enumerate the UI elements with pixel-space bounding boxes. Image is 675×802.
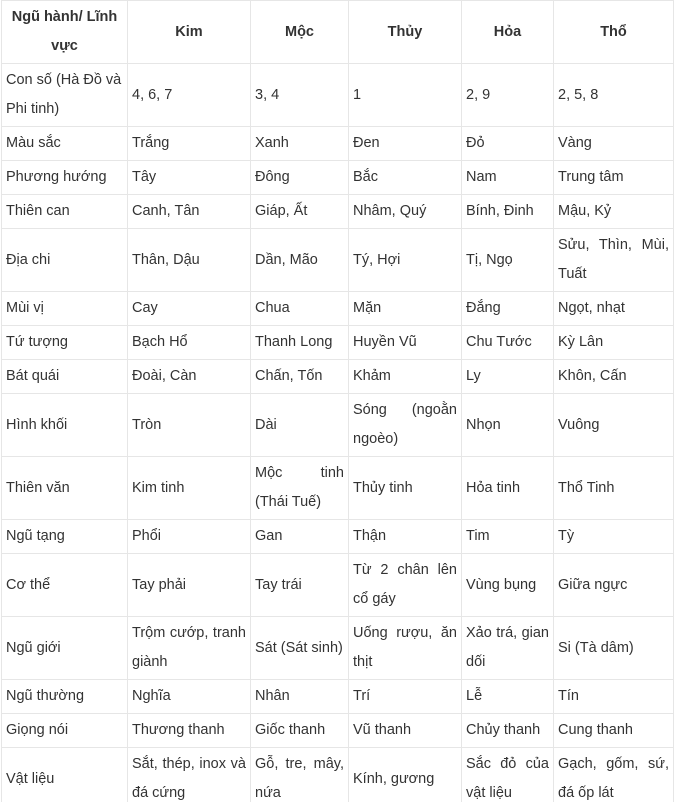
cell-moc: Gỗ, tre, mây, nứa: [251, 748, 349, 802]
row-label: Màu sắc: [2, 127, 128, 161]
cell-moc: Chua: [251, 292, 349, 326]
cell-hoa: Nhọn: [462, 394, 554, 457]
cell-kim: 4, 6, 7: [128, 64, 251, 127]
cell-tho: 2, 5, 8: [554, 64, 674, 127]
row-label: Tứ tượng: [2, 326, 128, 360]
cell-kim: Canh, Tân: [128, 195, 251, 229]
cell-hoa: Đắng: [462, 292, 554, 326]
cell-kim: Cay: [128, 292, 251, 326]
cell-tho: Ngọt, nhạt: [554, 292, 674, 326]
cell-kim: Phổi: [128, 520, 251, 554]
table-row: [2, 394, 674, 457]
table-row: [2, 195, 674, 229]
row-label: Cơ thể: [2, 554, 128, 617]
cell-hoa: Nam: [462, 161, 554, 195]
row-label: Ngũ tạng: [2, 520, 128, 554]
cell-tho: Vuông: [554, 394, 674, 457]
cell-thuy: Khảm: [349, 360, 462, 394]
cell-kim: Đoài, Càn: [128, 360, 251, 394]
cell-moc: Giốc thanh: [251, 714, 349, 748]
cell-thuy: Nhâm, Quý: [349, 195, 462, 229]
header-cell-hoa: Hỏa: [462, 1, 554, 64]
cell-kim: Nghĩa: [128, 680, 251, 714]
cell-moc: Đông: [251, 161, 349, 195]
row-label: Con số (Hà Đồ và Phi tinh): [2, 64, 128, 127]
table-row: [2, 326, 674, 360]
table-row: [2, 292, 674, 326]
ngu-hanh-table: [1, 0, 674, 802]
row-label: Thiên văn: [2, 457, 128, 520]
cell-moc: Chấn, Tốn: [251, 360, 349, 394]
cell-tho: Cung thanh: [554, 714, 674, 748]
cell-hoa: Bính, Đinh: [462, 195, 554, 229]
cell-thuy: Mặn: [349, 292, 462, 326]
table-row: [2, 714, 674, 748]
cell-kim: Trắng: [128, 127, 251, 161]
cell-moc: Sát (Sát sinh): [251, 617, 349, 680]
header-cell-tho: Thổ: [554, 1, 674, 64]
cell-kim: Thương thanh: [128, 714, 251, 748]
table-row: [2, 360, 674, 394]
cell-kim: Tròn: [128, 394, 251, 457]
cell-hoa: Đỏ: [462, 127, 554, 161]
row-label: Mùi vị: [2, 292, 128, 326]
cell-hoa: Lễ: [462, 680, 554, 714]
cell-thuy: Trí: [349, 680, 462, 714]
cell-thuy: Huyền Vũ: [349, 326, 462, 360]
cell-tho: Gạch, gốm, sứ, đá ốp lát: [554, 748, 674, 802]
cell-hoa: Vùng bụng: [462, 554, 554, 617]
table-row: [2, 554, 674, 617]
cell-tho: Tỳ: [554, 520, 674, 554]
cell-kim: Thân, Dậu: [128, 229, 251, 292]
cell-kim: Tay phải: [128, 554, 251, 617]
cell-thuy: Đen: [349, 127, 462, 161]
row-label: Phương hướng: [2, 161, 128, 195]
cell-moc: Dài: [251, 394, 349, 457]
row-label: Thiên can: [2, 195, 128, 229]
table-row: [2, 748, 674, 802]
table-row: [2, 617, 674, 680]
cell-tho: Trung tâm: [554, 161, 674, 195]
cell-moc: Thanh Long: [251, 326, 349, 360]
table-row: [2, 520, 674, 554]
cell-hoa: 2, 9: [462, 64, 554, 127]
cell-thuy: Thủy tinh: [349, 457, 462, 520]
cell-tho: Si (Tà dâm): [554, 617, 674, 680]
header-cell-category: Ngũ hành/ Lĩnh vực: [2, 1, 128, 64]
cell-kim: Sắt, thép, inox và đá cứng: [128, 748, 251, 802]
row-label: Bát quái: [2, 360, 128, 394]
row-label: Ngũ thường: [2, 680, 128, 714]
header-cell-thuy: Thủy: [349, 1, 462, 64]
table-row: [2, 229, 674, 292]
header-cell-kim: Kim: [128, 1, 251, 64]
cell-hoa: Chu Tước: [462, 326, 554, 360]
cell-hoa: Chủy thanh: [462, 714, 554, 748]
cell-moc: 3, 4: [251, 64, 349, 127]
cell-kim: Bạch Hổ: [128, 326, 251, 360]
row-label: Giọng nói: [2, 714, 128, 748]
table-row: [2, 457, 674, 520]
table-row: [2, 680, 674, 714]
cell-moc: Dần, Mão: [251, 229, 349, 292]
cell-moc: Xanh: [251, 127, 349, 161]
cell-hoa: Xảo trá, gian dối: [462, 617, 554, 680]
cell-hoa: Sắc đỏ của vật liệu: [462, 748, 554, 802]
cell-tho: Vàng: [554, 127, 674, 161]
cell-tho: Mậu, Kỷ: [554, 195, 674, 229]
table-row: [2, 161, 674, 195]
cell-kim: Trộm cướp, tranh giành: [128, 617, 251, 680]
cell-kim: Tây: [128, 161, 251, 195]
cell-moc: Giáp, Ất: [251, 195, 349, 229]
cell-thuy: Thận: [349, 520, 462, 554]
row-label: Hình khối: [2, 394, 128, 457]
cell-thuy: Vũ thanh: [349, 714, 462, 748]
row-label: Ngũ giới: [2, 617, 128, 680]
cell-moc: Gan: [251, 520, 349, 554]
cell-hoa: Ly: [462, 360, 554, 394]
cell-moc: Mộc tinh (Thái Tuế): [251, 457, 349, 520]
cell-tho: Giữa ngực: [554, 554, 674, 617]
cell-hoa: Tị, Ngọ: [462, 229, 554, 292]
row-label: Vật liệu: [2, 748, 128, 802]
cell-tho: Khôn, Cấn: [554, 360, 674, 394]
cell-thuy: Bắc: [349, 161, 462, 195]
header-row: [2, 1, 674, 64]
cell-hoa: Hỏa tinh: [462, 457, 554, 520]
cell-tho: Kỳ Lân: [554, 326, 674, 360]
header-cell-moc: Mộc: [251, 1, 349, 64]
cell-moc: Tay trái: [251, 554, 349, 617]
cell-thuy: Sóng (ngoằn ngoèo): [349, 394, 462, 457]
cell-tho: Sửu, Thìn, Mùi, Tuất: [554, 229, 674, 292]
cell-tho: Thổ Tinh: [554, 457, 674, 520]
cell-thuy: Uống rượu, ăn thịt: [349, 617, 462, 680]
cell-thuy: Từ 2 chân lên cổ gáy: [349, 554, 462, 617]
cell-kim: Kim tinh: [128, 457, 251, 520]
cell-hoa: Tim: [462, 520, 554, 554]
cell-thuy: Tý, Hợi: [349, 229, 462, 292]
cell-moc: Nhân: [251, 680, 349, 714]
table-row: [2, 127, 674, 161]
cell-thuy: 1: [349, 64, 462, 127]
cell-tho: Tín: [554, 680, 674, 714]
row-label: Địa chi: [2, 229, 128, 292]
cell-thuy: Kính, gương: [349, 748, 462, 802]
table-row: [2, 64, 674, 127]
